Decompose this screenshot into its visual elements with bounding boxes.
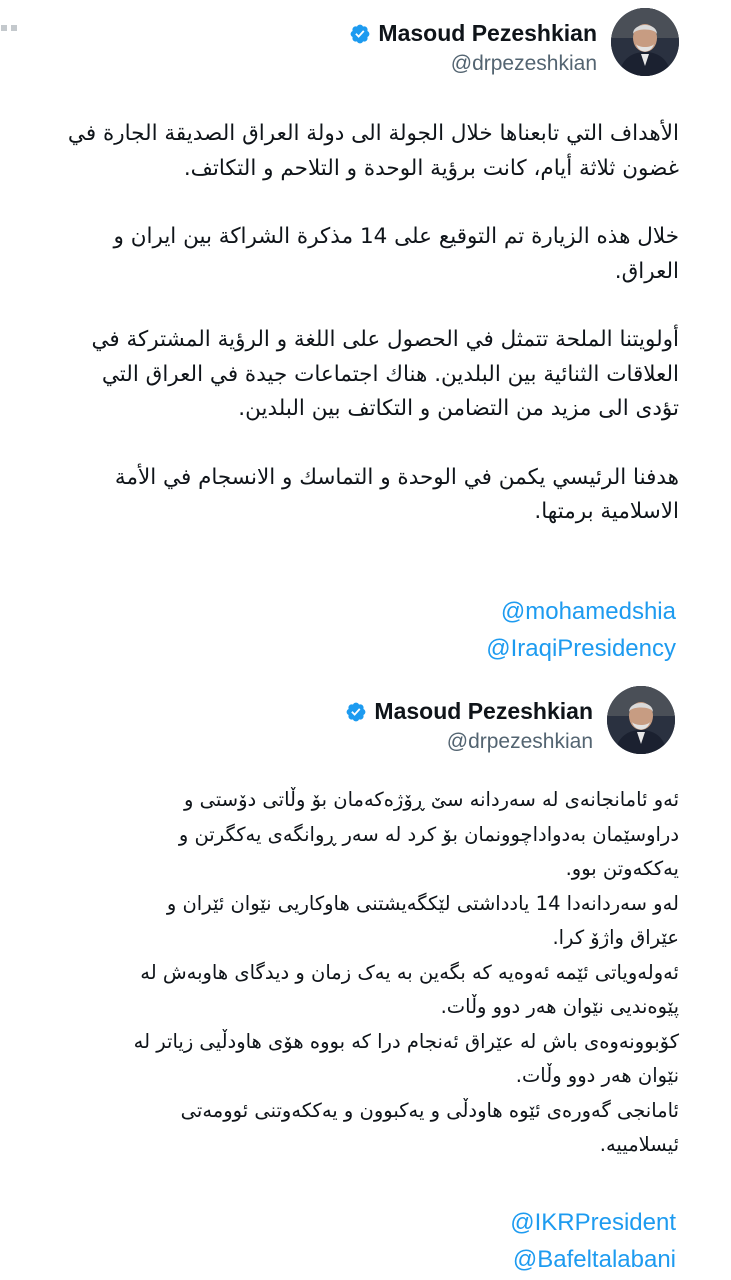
tweet-1-text <box>59 117 679 564</box>
tweet-1-mentions <box>486 593 676 667</box>
tweet-line: ئەو ئامانجانەی لە سەردانە سێ ڕۆژەکەمان بۆ وڵاتی دۆستی و <box>184 788 679 811</box>
tweet-2 <box>0 678 731 1280</box>
author-name-row[interactable] <box>345 698 593 725</box>
mention-link[interactable]: @IraqiPresidency <box>486 635 676 662</box>
tweet-line: ئامانجی گەورەی ئێوە هاودڵی و یەکبوون و یەککەوتنی ئوومەتی <box>180 1098 679 1122</box>
avatar[interactable] <box>607 686 675 754</box>
tweet-line: دراوسێمان بەدواداچوونمان بۆ کرد لە سەر ڕوانگەی یەکگرتن و <box>178 822 679 846</box>
tweet-paragraph: هدفنا الرئيسي يكمن في الوحدة و التماسك و الانسجام في الأمة الاسلامية برمتها. <box>114 464 679 524</box>
mention-link[interactable]: @Bafeltalabani <box>512 1246 676 1273</box>
tweet-line: لەو سەردانەدا 14 یادداشتی لێکگەیشتنی هاوکاریی نێوان ئێران و <box>166 891 679 915</box>
tweet-line: یەککەوتن بوو. <box>565 857 679 880</box>
author-name[interactable]: Masoud Pezeshkian <box>378 20 597 46</box>
tweet-line: ئیسلامییە. <box>599 1133 679 1156</box>
tweet-line: عێراق واژۆ کرا. <box>552 926 679 949</box>
avatar-photo <box>607 686 675 754</box>
tweet-2-mentions <box>510 1204 676 1278</box>
tweet-line: نێوان هەر دوو وڵات. <box>515 1064 679 1087</box>
verified-badge-icon <box>345 701 367 723</box>
mention-link[interactable]: @mohamedshia <box>500 598 676 625</box>
tweet-paragraph: أولويتنا الملحة تتمثل في الحصول على اللغة و الرؤية المشتركة في العلاقات الثنائية بين البلدين. هناك اجتماعات جيدة في العراق التي تؤدى الى مزيد من التضامن و التكاتف بين البلدين. <box>91 327 679 421</box>
tweet-2-text <box>59 783 679 1163</box>
mention-link[interactable]: @IKRPresident <box>510 1209 676 1236</box>
tweet-line: کۆبوونەوەی باش لە عێراق ئەنجام درا کە بووە هۆی هاودڵیی زیاتر لە <box>133 1029 679 1053</box>
author-name-row[interactable] <box>349 20 597 47</box>
author-handle[interactable]: @drpezeshkian <box>446 730 593 753</box>
author-handle[interactable]: @drpezeshkian <box>450 52 597 75</box>
avatar[interactable] <box>611 8 679 76</box>
tweet-line: پێوەندیی نێوان هەر دوو وڵات. <box>440 995 679 1018</box>
avatar-photo <box>611 8 679 76</box>
tweet-paragraph: الأهداف التي تابعناها خلال الجولة الى دولة العراق الصديقة الجارة في غضون ثلاثة أيام، كانت برؤية الوحدة و التلاحم و التكاتف. <box>67 121 679 181</box>
verified-badge-icon <box>349 23 371 45</box>
tweet-paragraph: خلال هذه الزيارة تم التوقيع على 14 مذكرة الشراكة بين ايران و العراق. <box>113 224 679 284</box>
tweet-line: ئەولەویاتی ئێمە ئەوەیە کە بگەین بە یەک زمان و دیدگای هاوبەش لە <box>140 960 679 984</box>
author-name[interactable]: Masoud Pezeshkian <box>374 698 593 724</box>
